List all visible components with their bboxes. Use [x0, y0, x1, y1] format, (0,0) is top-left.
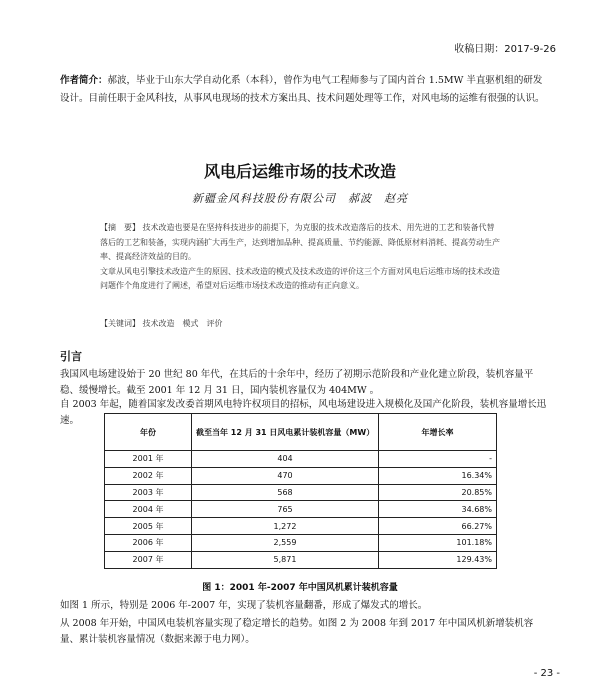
table-cell-year: 2005 年 — [105, 518, 192, 535]
table-row — [105, 518, 497, 535]
author-intro — [60, 72, 550, 108]
table-cell-growth: 16.34% — [379, 467, 497, 484]
table-cell-growth: 20.85% — [379, 484, 497, 501]
article-title: 风电后运维市场的技术改造 — [203, 162, 396, 181]
intro-para-3: 如图 1 所示，特别是 2006 年-2007 年，实现了装机容量翻番，形成了爆发式的增长。 — [60, 600, 428, 611]
table-cell-capacity: 404 — [192, 451, 379, 468]
table-header-capacity: 截至当年 12 月 31 日风电累计装机容量（MW） — [192, 414, 379, 451]
keywords-label: 【关键词】 — [100, 319, 140, 328]
table-cell-year: 2002 年 — [105, 467, 192, 484]
table-header-growth: 年增长率 — [379, 414, 497, 451]
table-cell-year: 2003 年 — [105, 484, 192, 501]
capacity-table — [104, 413, 497, 569]
table-cell-capacity: 2,559 — [192, 534, 379, 551]
table-header-year: 年份 — [105, 414, 192, 451]
table-cell-year: 2007 年 — [105, 551, 192, 568]
table-cell-capacity: 568 — [192, 484, 379, 501]
abstract-para-1 — [100, 221, 500, 265]
received-date: 收稿日期：2017-9-26 — [454, 44, 556, 55]
abstract-para-2: 文章从风电引擎技术改造产生的原因、技术改造的模式及技术改造的评价这三个方面对风电后运维市场的技术改造问题作个角度进行了阐述，希望对后运维市场技术改造的推动有正向意义。 — [100, 266, 500, 290]
table-cell-capacity: 5,871 — [192, 551, 379, 568]
section-heading: 引言 — [60, 350, 82, 363]
table-row — [105, 501, 497, 518]
table-cell-growth: 66.27% — [379, 518, 497, 535]
table-caption: 图 1：2001 年-2007 年中国风机累计装机容量 — [202, 583, 398, 593]
table-cell-year: 2004 年 — [105, 501, 192, 518]
author-intro-label: 作者简介： — [60, 75, 108, 86]
table-cell-growth: - — [379, 451, 497, 468]
abstract-label: 【摘 要】 — [100, 223, 140, 232]
table-row — [105, 534, 497, 551]
article-affiliation: 新疆金风科技股份有限公司 郝波 赵亮 — [192, 192, 408, 205]
table-row — [105, 467, 497, 484]
table-cell-growth: 129.43% — [379, 551, 497, 568]
table-cell-growth: 101.18% — [379, 534, 497, 551]
page-number: - 23 - — [533, 668, 560, 679]
keywords-text: 技术改造 模式 评价 — [142, 319, 223, 328]
table-row — [105, 451, 497, 468]
author-intro-text: 郝波，毕业于山东大学自动化系（本科），曾作为电气工程师参与了国内首台 1.5MW 半直驱机组的研发设计。目前任职于金风科技，从事风电现场的技术方案出具、技术问题处理等工作，对风电场的运维有很强的认识。 — [60, 75, 545, 104]
table-row — [105, 484, 497, 501]
intro-para-4: 从 2008 年开始，中国风电装机容量实现了稳定增长的趋势。如图 2 为 2008 年到 2017 年中国风机新增装机容量、累计装机容量情况（数据来源于电力网）。 — [60, 618, 534, 645]
abstract — [100, 221, 500, 294]
table-cell-year: 2006 年 — [105, 534, 192, 551]
abstract-text-1: 技术改造也要是在坚持科技进步的前提下，为克服的技术改造落后的技术、用先进的工艺和装备代替落后的工艺和装备，实现内涵扩大再生产，达到增加品种、提高质量、节约能源、降低原材料消耗、提高劳动生产率、提高经济效益的目的。 — [100, 223, 500, 261]
intro-para-1: 我国风电场建设始于 20 世纪 80 年代，在其后的十余年中，经历了初期示范阶段和产业化建立阶段，装机容量平稳、缓慢增长。截至 2001 年 12 月 31 日，国内装机容量仅为 404MW 。 — [60, 369, 534, 396]
table-cell-capacity: 1,272 — [192, 518, 379, 535]
table-cell-capacity: 765 — [192, 501, 379, 518]
table-cell-capacity: 470 — [192, 467, 379, 484]
table-row — [105, 551, 497, 568]
table-cell-growth: 34.68% — [379, 501, 497, 518]
table-cell-year: 2001 年 — [105, 451, 192, 468]
intro-para-2: 自 2003 年起，随着国家发改委首期风电特许权项目的招标，风电场建设进入规模化及国产化阶段，装机容量增长迅速。 — [60, 399, 547, 426]
keywords — [100, 318, 223, 329]
table-header-row — [105, 414, 497, 451]
